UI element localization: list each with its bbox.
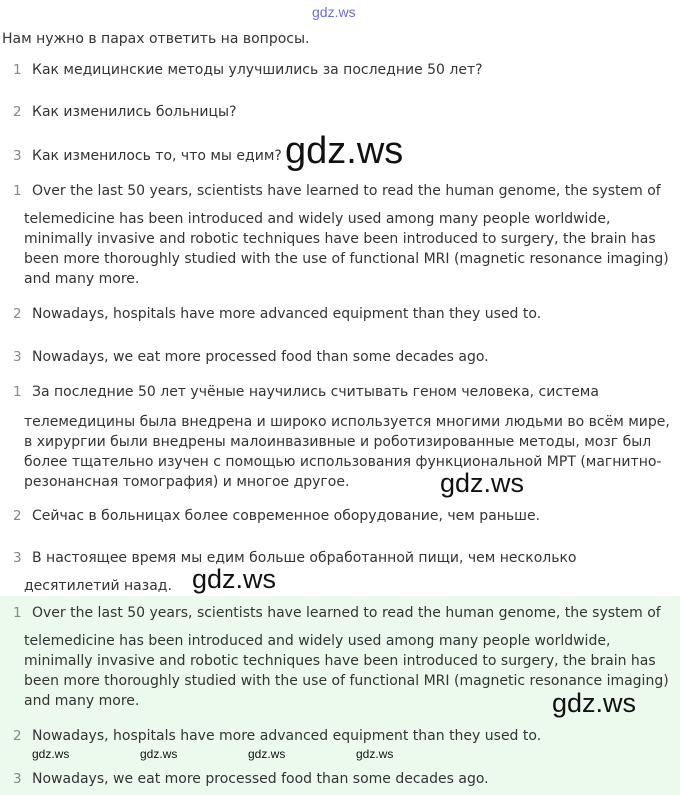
watermark-mid: gdz.ws — [440, 468, 525, 498]
answer-text: Сейчас в больницах более современное оборудование, чем раньше. — [32, 508, 541, 524]
question-text: Как изменилось то, что мы едим? — [32, 148, 282, 164]
watermark-small: gdz.ws — [248, 747, 286, 761]
answer-first-line: Over the last 50 years, scientists have learned to read the human genome, the system of — [32, 605, 661, 621]
watermark-small: gdz.ws — [356, 747, 394, 761]
question-text: Как медицинские методы улучшились за последние 50 лет? — [32, 62, 483, 78]
answer-paragraph: телемедицины была внедрена и широко используется многими людьми во всём мире, в хирургии были внедрены малоинвазивные и роботизированные методы, мозг был более тщательно изучен с помощью использования функциональной МРТ (магнитно-резонансная томография) и многое другое. — [24, 414, 670, 490]
answer-paragraph: telemedicine has been introduced and widely used among many people worldwide, minimally invasive and robotic techniques have been introduced to surgery, the brain has been more thoroughly studied with the use of functional MRI (magnetic resonance imaging) and many more. — [24, 211, 669, 287]
answer-number: 1 — [13, 384, 22, 400]
answer-continuation: десятилетий назад. — [24, 578, 172, 594]
answer-number: 2 — [13, 306, 22, 322]
answer-number: 2 — [13, 728, 22, 744]
watermark-small: gdz.ws — [32, 747, 70, 761]
answer-number: 3 — [13, 771, 22, 787]
answer-number: 2 — [13, 508, 22, 524]
question-number: 3 — [13, 148, 22, 164]
answer-text: Nowadays, hospitals have more advanced equipment than they used to. — [32, 306, 542, 322]
watermark-big: gdz.ws — [285, 130, 404, 172]
answer-number: 3 — [13, 550, 22, 566]
question-number: 1 — [13, 62, 22, 78]
answer-number: 1 — [13, 183, 22, 199]
watermark-top: gdz.ws — [312, 4, 356, 20]
answer-first-line: Over the last 50 years, scientists have learned to read the human genome, the system of — [32, 183, 661, 199]
watermark-mid: gdz.ws — [552, 688, 637, 718]
answer-first-line: За последние 50 лет учёные научились считывать геном человека, система — [32, 384, 599, 400]
answer-number: 3 — [13, 349, 22, 365]
answer-text: Nowadays, we eat more processed food than some decades ago. — [32, 771, 489, 787]
watermark-small: gdz.ws — [140, 747, 178, 761]
answer-text: Nowadays, we eat more processed food than some decades ago. — [32, 349, 489, 365]
intro-text: Нам нужно в парах ответить на вопросы. — [2, 31, 310, 47]
answer-first-line: В настоящее время мы едим больше обработанной пищи, чем несколько — [32, 550, 577, 566]
answer-text: Nowadays, hospitals have more advanced equipment than they used to. — [32, 728, 542, 744]
answer-number: 1 — [13, 605, 22, 621]
watermark-mid: gdz.ws — [192, 564, 277, 594]
question-text: Как изменились больницы? — [32, 104, 237, 120]
question-number: 2 — [13, 104, 22, 120]
answer-paragraph: telemedicine has been introduced and widely used among many people worldwide, minimally invasive and robotic techniques have been introduced to surgery, the brain has been more thoroughly studied with the use of functional MRI (magnetic resonance imaging) and many more. — [24, 633, 669, 709]
